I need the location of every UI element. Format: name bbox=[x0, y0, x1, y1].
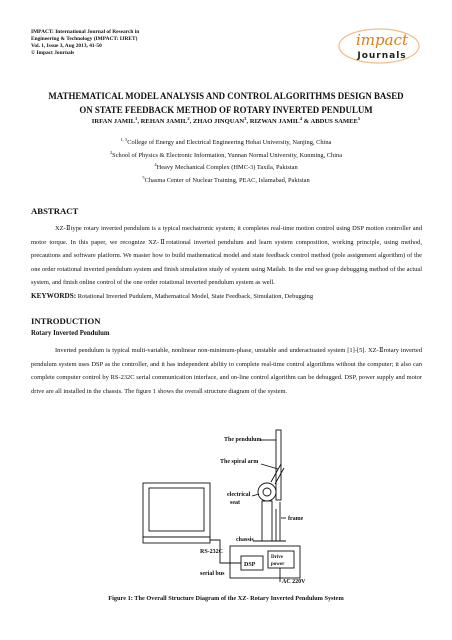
label-seat: seat bbox=[230, 500, 240, 506]
computer-base bbox=[143, 537, 210, 543]
label-dsp: DSP bbox=[244, 562, 256, 568]
journal-header bbox=[31, 29, 251, 57]
author: RIZWAN JAMIL$^4$ & bbox=[249, 115, 311, 125]
subsection-heading: Rotary Inverted Pendulum bbox=[31, 330, 110, 337]
label-pendulum: The pendulum bbox=[224, 437, 262, 443]
label-rs232c: RS-232C bbox=[200, 549, 224, 555]
journal-copyright: © Impact Journals bbox=[31, 50, 75, 56]
figure-caption: Figure 1: The Overall Structure Diagram of the XZ- Rotary Inverted Pendulum System bbox=[108, 595, 344, 602]
journal-name-line1: IMPACT: International Journal of Research in bbox=[31, 29, 140, 35]
affiliations bbox=[20, 137, 432, 187]
journal-name-line2: Engineering & Technology (IMPACT: IJRET) bbox=[31, 36, 138, 42]
author: ABDUS SAMEE$^5$ bbox=[310, 115, 361, 125]
title-line-2: ON STATE FEEDBACK METHOD OF ROTARY INVERTED PENDULUM bbox=[79, 105, 373, 115]
affiliation: $^2$School of Physics & Electronic Information, Yunnan Normal University, Kunming, China bbox=[109, 149, 343, 159]
computer-monitor bbox=[143, 483, 210, 537]
label-electrical: electrical bbox=[227, 492, 251, 498]
author-list bbox=[20, 115, 432, 125]
title-line-1: MATHEMATICAL MODEL ANALYSIS AND CONTROL ALGORITHMS DESIGN BASED bbox=[48, 91, 404, 101]
logo-word-journals: Journals bbox=[357, 51, 407, 61]
author: ZHAO JINQUAN$^3$, bbox=[192, 115, 250, 125]
paper-title bbox=[20, 89, 432, 117]
keywords-text: Rotational Inverted Pudulem, Mathematical Model, State Feedback, Simulation, Debugging bbox=[76, 293, 314, 300]
introduction-heading: INTRODUCTION bbox=[31, 316, 101, 326]
label-spiral-arm: The spiral arm bbox=[220, 459, 259, 465]
impact-journals-logo bbox=[336, 27, 422, 65]
abstract-body bbox=[31, 222, 422, 290]
abstract-heading: ABSTRACT bbox=[31, 206, 79, 216]
introduction-body bbox=[31, 344, 422, 398]
electrical-seat bbox=[258, 483, 276, 501]
affiliation: $^4$Heavy Mechanical Complex (HMC-3) Taxila, Pakistan bbox=[154, 161, 298, 171]
author: IRFAN JAMIL$^1$, bbox=[91, 115, 141, 125]
label-frame: frame bbox=[288, 516, 304, 522]
abstract-paragraph: XZ-Ⅱtype rotary inverted pendulum is a typical mechatronic system; it completes real-time motion control using DSP motion controller and motor torque. In this paper, we recognize XZ-Ⅱrotational inverted pendulum and learn system composition, working principle, using method, precautions and software platform. We master how to build mathematical model and state feedback control method (pole assignment algorithm) of the one order rotational inverted pendulum system and finish simulation study of system using Matlab. In the end we grasp debugging method of the actual system, and finish online control of the one order rotational inverted pendulum system as well. bbox=[31, 225, 422, 287]
label-drive: Drive bbox=[271, 555, 283, 560]
keywords-label: KEYWORDS: bbox=[31, 292, 77, 300]
logo-word-impact: impact bbox=[356, 31, 408, 49]
label-ac-220v: AC 220V bbox=[282, 579, 306, 584]
label-serial-bus: serial bus bbox=[200, 571, 225, 577]
keywords bbox=[31, 292, 422, 300]
label-chassis: chassis bbox=[236, 537, 254, 543]
affiliation: $^5$Chasma Center of Nuclear Training, PEAC, Islamabad, Pakistan bbox=[142, 174, 310, 184]
journal-volume: Vol. 1, Issue 3, Aug 2013, 41-50 bbox=[31, 43, 102, 49]
monitor-screen bbox=[149, 488, 204, 531]
introduction-paragraph: Inverted pendulum is typical multi-variable, nonlinear non-minimum-phase, unstable and underactuated system [1]-[5]. XZ-Ⅱrotary inverted pendulum system uses DSP as the controller, and it has independent ability to complete real-time control algorithms without the computer; it also can complete computer control by RS-232C serial communication interface, and on-line control algorithm can be debugged. DSP, power supply and motor drive are all installed in the chassis. The figure 1 shows the overall structure diagram of the system. bbox=[31, 347, 422, 395]
system-structure-figure bbox=[140, 424, 320, 584]
frame bbox=[262, 501, 272, 541]
affiliation: $^{1, 3}$College of Energy and Electrical Engineering Hohai University, Nanjing, China bbox=[120, 136, 332, 146]
label-power: power bbox=[271, 562, 285, 567]
author: REHAN JAMIL$^2$, bbox=[140, 115, 193, 125]
